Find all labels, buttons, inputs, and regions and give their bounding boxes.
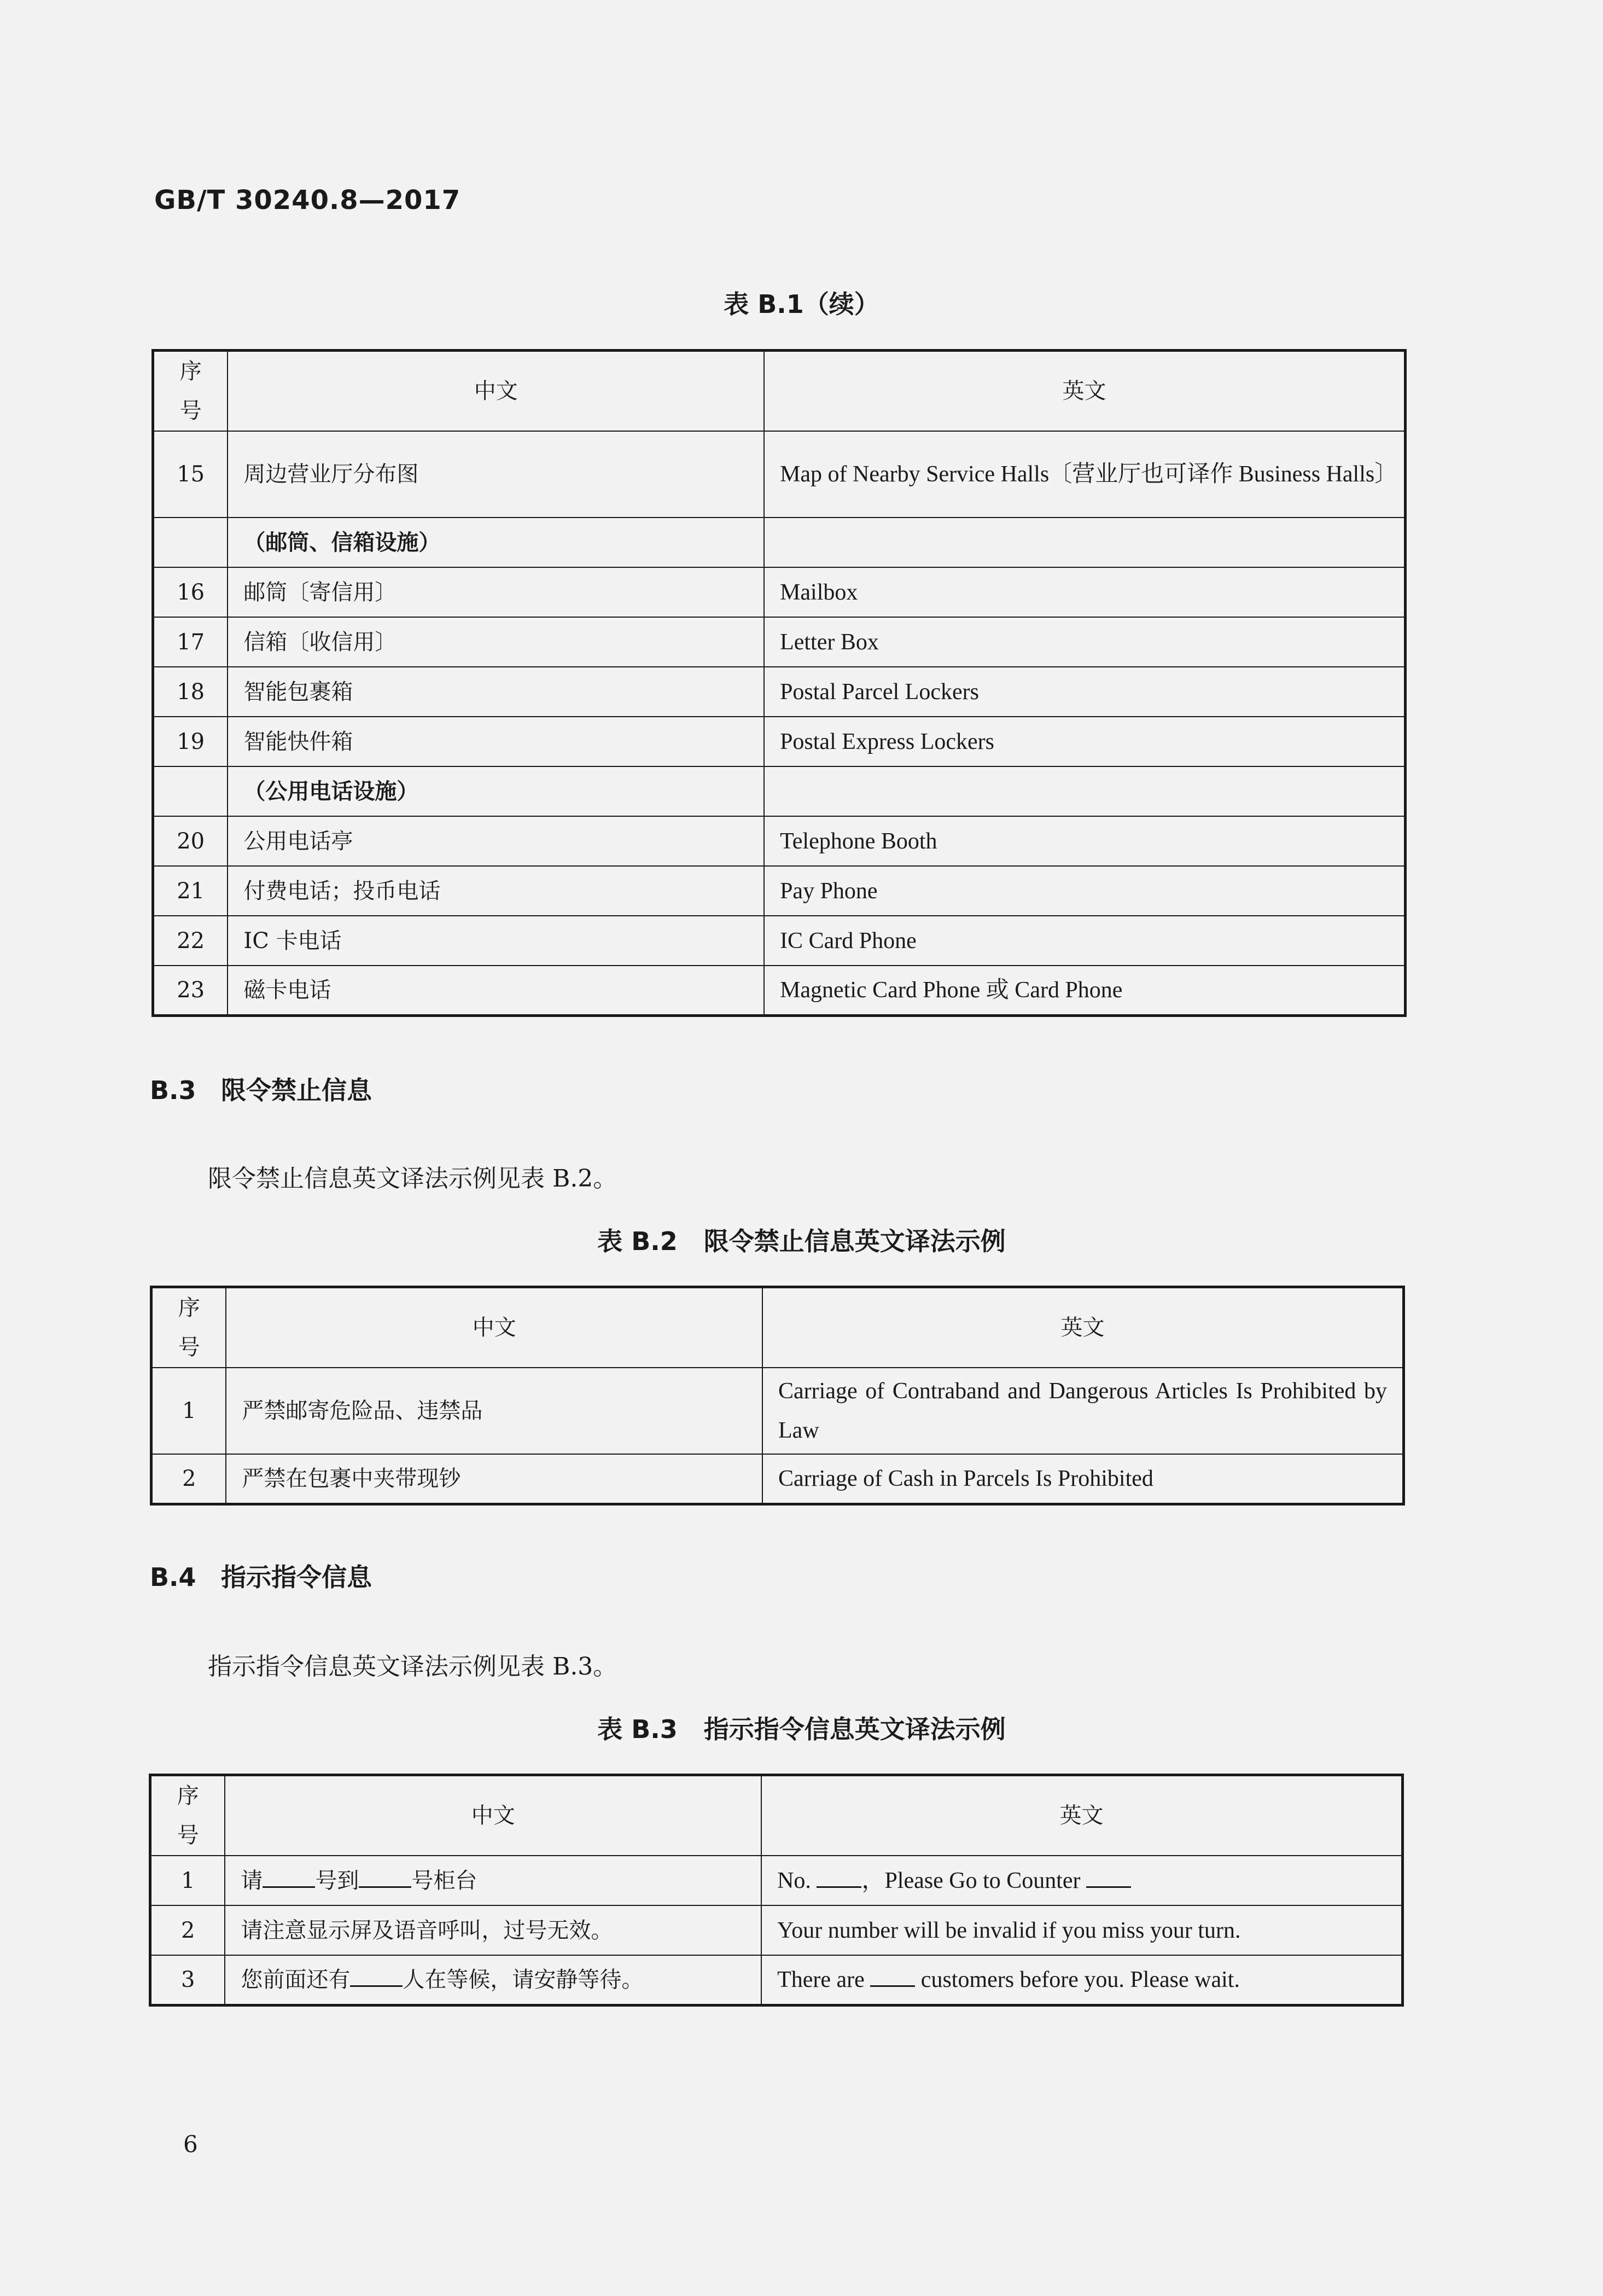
table-row	[151, 1368, 1404, 1454]
section-number: B.4	[150, 1562, 196, 1592]
chinese-cell: 请注意显示屏及语音呼叫，过号无效。	[225, 1905, 761, 1955]
row-number: 1	[150, 1856, 225, 1905]
group-heading-cell: （公用电话设施）	[228, 766, 764, 816]
section-title: 限令禁止信息	[221, 1076, 372, 1105]
chinese-cell: IC 卡电话	[228, 916, 764, 966]
table-b2-caption	[0, 1222, 1603, 1258]
table-row	[153, 816, 1406, 866]
fill-in-blank	[870, 1969, 915, 1987]
fill-in-blank	[263, 1870, 315, 1888]
english-cell: Letter Box	[764, 617, 1405, 667]
chinese-cell: 付费电话；投币电话	[228, 866, 764, 916]
english-cell: No. ，Please Go to Counter	[761, 1856, 1402, 1905]
table-row	[150, 1905, 1403, 1955]
column-header: 中文	[228, 351, 764, 432]
chinese-cell: 请 号到 号柜台	[225, 1856, 761, 1905]
row-number: 16	[153, 567, 228, 617]
english-cell: Your number will be invalid if you miss your turn.	[761, 1905, 1402, 1955]
row-number: 17	[153, 617, 228, 667]
page-number: 6	[183, 2131, 198, 2158]
row-number: 20	[153, 816, 228, 866]
row-number: 21	[153, 866, 228, 916]
table-header-row	[150, 1775, 1403, 1856]
column-header: 中文	[226, 1287, 762, 1368]
table-row	[153, 617, 1406, 667]
column-header: 序号	[151, 1287, 226, 1368]
column-header: 序号	[150, 1775, 225, 1856]
fill-in-blank	[817, 1870, 861, 1888]
table-row	[153, 966, 1406, 1015]
table-title: 指示指令信息英文译法示例	[703, 1714, 1006, 1744]
row-number: 23	[153, 966, 228, 1015]
chinese-cell: 邮筒〔寄信用〕	[228, 567, 764, 617]
column-header: 序号	[153, 351, 228, 432]
row-number: 3	[150, 1955, 225, 2005]
chinese-cell: 严禁邮寄危险品、违禁品	[226, 1368, 762, 1454]
table-b3	[149, 1774, 1404, 2007]
fill-in-blank	[1086, 1870, 1131, 1888]
document-code: GB/T 30240.8—2017	[154, 185, 461, 216]
table-row	[153, 667, 1406, 717]
english-cell: Postal Express Lockers	[764, 717, 1405, 766]
table-row	[153, 717, 1406, 766]
table-label: 表 B.3	[597, 1714, 678, 1744]
english-cell: Pay Phone	[764, 866, 1405, 916]
row-number: 19	[153, 717, 228, 766]
table-b1-caption: 表 B.1（续）	[724, 289, 879, 319]
english-cell: Postal Parcel Lockers	[764, 667, 1405, 717]
section-title: 指示指令信息	[221, 1562, 372, 1592]
column-header: 英文	[764, 351, 1405, 432]
column-header: 中文	[225, 1775, 761, 1856]
chinese-cell: 磁卡电话	[228, 966, 764, 1015]
chinese-cell: 智能快件箱	[228, 717, 764, 766]
table-header-row	[151, 1287, 1404, 1368]
row-number: 22	[153, 916, 228, 966]
chinese-cell: 智能包裹箱	[228, 667, 764, 717]
section-b4-paragraph: 指示指令信息英文译法示例见表 B.3。	[208, 1653, 617, 1681]
column-header: 英文	[761, 1775, 1402, 1856]
chinese-cell: 周边营业厅分布图	[228, 431, 764, 518]
row-number	[153, 766, 228, 816]
fill-in-blank	[350, 1969, 403, 1987]
row-number: 15	[153, 431, 228, 518]
english-cell: Carriage of Contraband and Dangerous Articles Is Prohibited by Law	[762, 1368, 1403, 1454]
chinese-cell: 您前面还有 人在等候，请安静等待。	[225, 1955, 761, 2005]
row-number: 2	[151, 1454, 226, 1504]
row-number: 18	[153, 667, 228, 717]
group-heading-cell: （邮筒、信箱设施）	[228, 518, 764, 567]
table-group-row	[153, 766, 1406, 816]
table-header-row	[153, 351, 1406, 432]
table-row	[153, 916, 1406, 966]
section-number: B.3	[150, 1076, 196, 1105]
table-group-row	[153, 518, 1406, 567]
table-row	[153, 431, 1406, 518]
row-number: 1	[151, 1368, 226, 1454]
table-row	[153, 567, 1406, 617]
table-b3-caption	[0, 1710, 1603, 1746]
column-header: 英文	[762, 1287, 1403, 1368]
english-cell: Telephone Booth	[764, 816, 1405, 866]
english-cell	[764, 518, 1405, 567]
english-cell: Carriage of Cash in Parcels Is Prohibited	[762, 1454, 1403, 1504]
chinese-cell: 信箱〔收信用〕	[228, 617, 764, 667]
english-cell: Map of Nearby Service Halls〔营业厅也可译作 Business Halls〕	[764, 431, 1405, 518]
chinese-cell: 公用电话亭	[228, 816, 764, 866]
row-number	[153, 518, 228, 567]
english-cell: Magnetic Card Phone 或 Card Phone	[764, 966, 1405, 1015]
table-row	[153, 866, 1406, 916]
table-row	[151, 1454, 1404, 1504]
english-cell	[764, 766, 1405, 816]
section-heading-b4	[150, 1557, 372, 1594]
fill-in-blank	[359, 1870, 411, 1888]
table-row	[150, 1955, 1403, 2005]
section-heading-b3	[150, 1071, 372, 1107]
table-label: 表 B.2	[597, 1227, 678, 1256]
english-cell: Mailbox	[764, 567, 1405, 617]
table-row	[150, 1856, 1403, 1905]
section-b3-paragraph: 限令禁止信息英文译法示例见表 B.2。	[208, 1165, 617, 1193]
table-b2	[150, 1286, 1405, 1506]
row-number: 2	[150, 1905, 225, 1955]
english-cell: IC Card Phone	[764, 916, 1405, 966]
table-title: 限令禁止信息英文译法示例	[703, 1227, 1006, 1256]
chinese-cell: 严禁在包裹中夹带现钞	[226, 1454, 762, 1504]
table-b1	[151, 349, 1407, 1017]
english-cell: There are customers before you. Please wait.	[761, 1955, 1402, 2005]
